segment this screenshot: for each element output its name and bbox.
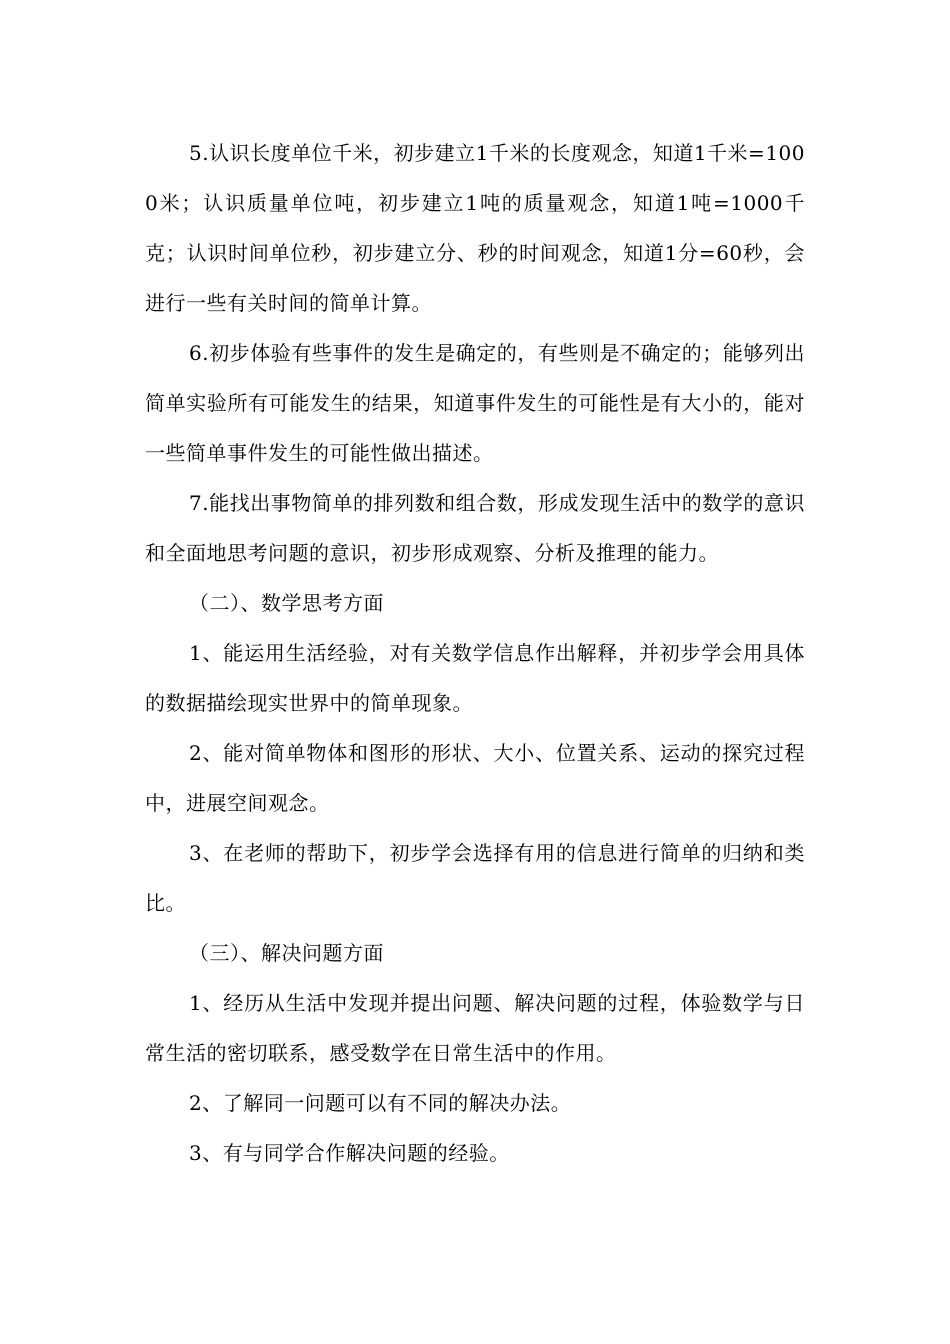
paragraph-problem-2: 2、了解同一问题可以有不同的解决办法。 xyxy=(189,1091,572,1115)
paragraph-probability: 6.初步体验有些事件的发生是确定的，有些则是不确定的；能够列出简单实验所有可能发生的结果，知道事件发生的可能性是有大小的，能对一些简单事件发生的可能性做出描述。 xyxy=(145,341,805,465)
section-heading-math-thinking: （二）、数学思考方面 xyxy=(189,591,384,615)
paragraph-problem-1: 1、经历从生活中发现并提出问题、解决问题的过程，体验数学与日常生活的密切联系，感受数学在日常生活中的作用。 xyxy=(145,991,805,1065)
paragraph-permutation-combination: 7.能找出事物简单的排列数和组合数，形成发现生活中的数学的意识和全面地思考问题的意识，初步形成观察、分析及推理的能力。 xyxy=(145,491,805,565)
paragraph-thinking-2: 2、能对简单物体和图形的形状、大小、位置关系、运动的探究过程中，进展空间观念。 xyxy=(145,741,805,815)
document-body xyxy=(145,128,805,1178)
paragraph-thinking-3: 3、在老师的帮助下，初步学会选择有用的信息进行简单的归纳和类比。 xyxy=(145,841,805,915)
paragraph-thinking-1: 1、能运用生活经验，对有关数学信息作出解释，并初步学会用具体的数据描绘现实世界中的简单现象。 xyxy=(145,641,805,715)
section-heading-problem-solving: （三）、解决问题方面 xyxy=(189,941,384,965)
paragraph-length-mass-time-units: 5.认识长度单位千米，初步建立1千米的长度观念，知道1千米=1000米；认识质量单位吨，初步建立1吨的质量观念，知道1吨=1000千克；认识时间单位秒，初步建立分、秒的时间观念，知道1分=60秒，会进行一些有关时间的简单计算。 xyxy=(145,141,805,315)
paragraph-problem-3: 3、有与同学合作解决问题的经验。 xyxy=(189,1141,510,1165)
